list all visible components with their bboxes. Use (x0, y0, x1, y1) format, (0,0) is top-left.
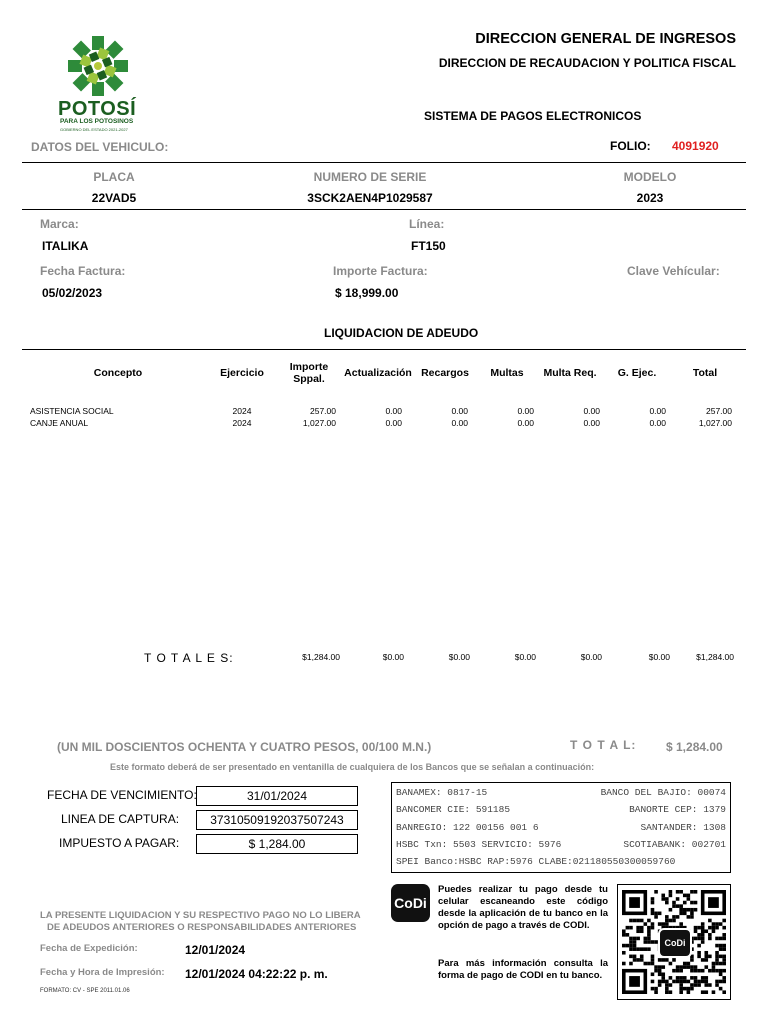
banks-box (391, 782, 731, 873)
bank-right-3: SANTANDER: 1308 (640, 822, 726, 833)
row-2-recargos: 0.00 (451, 418, 468, 428)
row-1-ejercicio: 2024 (232, 406, 252, 416)
totales-multas: $0.00 (514, 652, 536, 662)
potosi-emblem-icon (40, 30, 160, 102)
system-title: SISTEMA DE PAGOS ELECTRONICOS (424, 109, 642, 123)
bank-right-2: BANORTE CEP: 1379 (629, 804, 726, 815)
col-multas: Multas (490, 367, 524, 379)
potosi-logo (40, 30, 160, 135)
totales-multa-req: $0.00 (580, 652, 602, 662)
col-importe: Importe Sppal. (289, 361, 329, 385)
totales-importe: $1,284.00 (302, 652, 340, 662)
totales-recargos: $0.00 (448, 652, 470, 662)
disclaimer-line-1: LA PRESENTE LIQUIDACION Y SU RESPECTIVO PAGO NO LO LIBERA (40, 910, 361, 921)
bank-left-5: SPEI Banco:HSBC RAP:5976 CLABE:021180550300059760 (396, 856, 676, 867)
col-recargos: Recargos (421, 367, 469, 379)
total-label: T O T A L: (570, 738, 637, 752)
codi-logo (391, 884, 430, 922)
fecha-factura-label: Fecha Factura: (40, 264, 126, 278)
section-title: DATOS DEL VEHICULO: (31, 140, 169, 154)
col-g-ejec: G. Ejec. (617, 367, 657, 379)
row-2-g-ejec: 0.00 (649, 418, 666, 428)
divider-vehicle (22, 209, 746, 210)
row-2-ejercicio: 2024 (232, 418, 252, 428)
modelo-value: 2023 (636, 191, 664, 205)
captura-label: LINEA DE CAPTURA: (61, 812, 180, 826)
placa-label: PLACA (93, 170, 135, 184)
header-subtitle: DIRECCION DE RECAUDACION Y POLITICA FISCAL (438, 56, 736, 70)
impuesto-label: IMPUESTO A PAGAR: (59, 836, 180, 850)
fecha-factura-value: 05/02/2023 (42, 286, 103, 300)
row-2-total: 1,027.00 (698, 418, 732, 428)
bank-left-1: BANAMEX: 0817-15 (396, 787, 488, 798)
qr-center-logo (658, 928, 692, 958)
divider-top (22, 162, 746, 163)
total-en-letra: (UN MIL DOSCIENTOS OCHENTA Y CUATRO PESOS, 00/100 M.N.) (57, 740, 432, 754)
row-1-multa-req: 0.00 (583, 406, 600, 416)
totales-actualizacion: $0.00 (382, 652, 404, 662)
serie-label: NUMERO DE SERIE (313, 170, 427, 184)
placa-value: 22VAD5 (91, 191, 137, 205)
expedicion-value: 12/01/2024 (185, 943, 246, 957)
divider-table-top (22, 349, 746, 350)
row-1-recargos: 0.00 (451, 406, 468, 416)
total-value: $ 1,284.00 (666, 740, 723, 754)
bank-left-4: HSBC Txn: 5503 SERVICIO: 5976 (396, 839, 562, 850)
qr-code-frame (617, 884, 731, 1000)
row-1-multas: 0.00 (517, 406, 534, 416)
totales-total: $1,284.00 (696, 652, 734, 662)
row-1-importe: 257.00 (310, 406, 336, 416)
vencimiento-field: 31/01/2024 (196, 786, 358, 806)
bank-right-1: BANCO DEL BAJIO: 00074 (600, 787, 726, 798)
col-total: Total (692, 367, 718, 379)
impresion-value: 12/01/2024 04:22:22 p. m. (185, 967, 328, 981)
bank-left-3: BANREGIO: 122 00156 001 6 (396, 822, 539, 833)
logo-name: POTOSÍ (58, 98, 137, 120)
linea-value: FT150 (411, 239, 446, 253)
serie-value: 3SCK2AEN4P1029587 (307, 191, 433, 205)
qr-center-text: CoDi (664, 938, 686, 948)
marca-label: Marca: (40, 217, 79, 231)
linea-label: Línea: (409, 217, 445, 231)
row-2-importe: 1,027.00 (302, 418, 336, 428)
clave-vehicular-label: Clave Vehícular: (627, 264, 720, 278)
disclaimer-line-2: DE ADEUDOS ANTERIORES O RESPONSABILIDADES ANTERIORES (47, 922, 357, 933)
row-1-total: 257.00 (706, 406, 732, 416)
codi-text-1: Puedes realizar tu pago desde tu celular escaneando este código desde la aplicación de tu banco en la opción de pago a través de CODI. (438, 884, 608, 931)
row-2-concepto: CANJE ANUAL (30, 418, 89, 428)
logo-tagline: PARA LOS POTOSINOS (60, 118, 134, 125)
banks-note: Este formato deberá de ser presentado en ventanilla de cualquiera de los Bancos que se señalan a continuación: (110, 762, 595, 772)
row-1-g-ejec: 0.00 (649, 406, 666, 416)
totales-label: T O T A L E S: (144, 651, 234, 665)
row-2-multas: 0.00 (517, 418, 534, 428)
totales-g-ejec: $0.00 (648, 652, 670, 662)
col-actualizacion: Actualización (344, 367, 412, 379)
codi-text-2: Para más información consulta la forma de pago de CODI en tu banco. (438, 958, 608, 981)
bank-right-4: SCOTIABANK: 002701 (623, 839, 726, 850)
bank-left-2: BANCOMER CIE: 591185 (396, 804, 511, 815)
importe-factura-label: Importe Factura: (333, 264, 428, 278)
header-title: DIRECCION GENERAL DE INGRESOS (475, 31, 736, 47)
impresion-label: Fecha y Hora de Impresión: (40, 967, 165, 978)
modelo-label: MODELO (623, 170, 677, 184)
col-ejercicio: Ejercicio (220, 367, 264, 379)
marca-value: ITALIKA (42, 239, 89, 253)
folio-label: FOLIO: (610, 139, 651, 153)
captura-field: 37310509192037507243 (196, 810, 358, 830)
col-concepto: Concepto (93, 367, 143, 379)
importe-factura-value: $ 18,999.00 (335, 286, 399, 300)
folio-value: 4091920 (672, 139, 719, 153)
codi-logo-text: CoDi (394, 895, 427, 911)
row-2-multa-req: 0.00 (583, 418, 600, 428)
row-2-actualizacion: 0.00 (385, 418, 402, 428)
row-1-concepto: ASISTENCIA SOCIAL (30, 406, 114, 416)
liquidacion-title: LIQUIDACION DE ADEUDO (324, 326, 479, 340)
expedicion-label: Fecha de Expedición: (40, 943, 138, 954)
col-multa-req: Multa Req. (543, 367, 597, 379)
formato-code: FORMATO: CV - SPE 2011.01.06 (40, 988, 130, 994)
impuesto-field: $ 1,284.00 (196, 834, 358, 854)
row-1-actualizacion: 0.00 (385, 406, 402, 416)
vencimiento-label: FECHA DE VENCIMIENTO: (47, 788, 197, 802)
logo-subtag: GOBIERNO DEL ESTADO 2021-2027 (60, 127, 128, 132)
